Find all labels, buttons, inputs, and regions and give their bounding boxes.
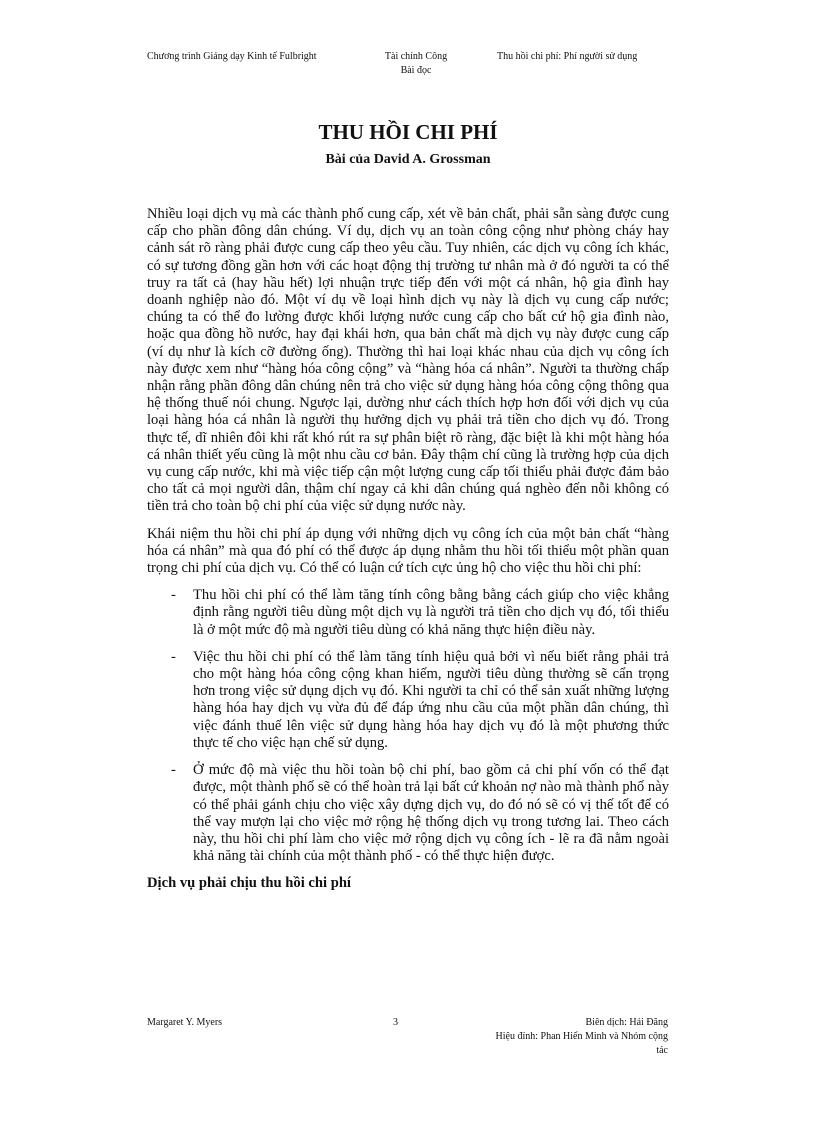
list-item xyxy=(147,649,669,752)
bullet-list xyxy=(147,587,669,865)
footer-credits xyxy=(480,1016,668,1058)
document-body xyxy=(147,206,669,893)
bullet-marker: - xyxy=(171,762,176,779)
header-center xyxy=(361,50,471,78)
footer-author: Margaret Y. Myers xyxy=(147,1017,223,1028)
paragraph: Nhiều loại dịch vụ mà các thành phố cung cấp, xét về bản chất, phải sẵn sàng được cung cấp cho phần đông dân chúng. Ví dụ, dịch vụ an toàn công cộng như phòng cháy hay cảnh sát rõ ràng phải được cung cấp theo yêu cầu. Tuy nhiên, các dịch vụ công ích khác, có sự tương đồng gần hơn với các hoạt động thị trường tư nhân mà ở đó người ta có thể truy ra tất cả (hay hầu hết) lợi nhuận trực tiếp đến với một cá nhân, hộ gia đình hay doanh nghiệp nào đó. Một ví dụ về loại hình dịch vụ này là dịch vụ cung cấp nước; chúng ta có thể đo lường được khối lượng nước cung cấp cho bất cứ hộ gia đình nào, hoặc qua đồng hồ nước, hay đại khái hơn, qua bản chất mà dịch vụ này được cung cấp (ví dụ như là kích cỡ đường ống). Thường thì hai loại khác nhau của dịch vụ công ích này được xem như “hàng hóa công cộng” và “hàng hóa cá nhân”. Người ta thường chấp nhận rằng phần đông dân chúng nên trả cho việc sử dụng hàng hóa công cộng thông qua hệ thống thuế nói chung. Ngược lại, dường như cách thích hợp hơn đối với dịch vụ của loại hàng hóa cá nhân là người thụ hưởng dịch vụ phải trả tiền cho dịch vụ đó. Trong thực tế, dĩ nhiên đôi khi rất khó rút ra sự phân biệt rõ ràng, đặc biệt là khi một hàng hóa cá nhân thiết yếu cũng là một nhu cầu cơ bản. Đây thậm chí cũng là trường hợp của dịch vụ cung cấp nước, khi mà việc tiếp cận một lượng cung cấp tối thiểu phải được đảm bảo cho tất cả mọi người dân, thậm chí ngay cả khi dân chúng quá nghèo đến nỗi không có tiền trả cho toàn bộ chi phí của việc sử dụng nước này. xyxy=(147,206,669,515)
header-right: Thu hồi chi phí: Phí người sử dụng xyxy=(497,51,638,62)
page-title: THU HỒI CHI PHÍ xyxy=(318,120,498,144)
list-item-text: Việc thu hồi chi phí có thể làm tăng tính hiệu quả bởi vì nếu biết rằng phải trả cho một hàng hóa công cộng khan hiếm, người tiêu dùng thường sẽ cẩn trọng hơn trong việc sử dụng dịch vụ đó. Khi người ta chỉ có thể sản xuất những lượng hàng hóa hay dịch vụ vừa đủ để đáp ứng nhu cầu của một phần dân chúng, thì việc đánh thuế lên việc sử dụng hàng hóa hay dịch vụ đó là một phương thức thực tế cho việc hạn chế sử dụng. xyxy=(193,648,669,751)
section-heading: Dịch vụ phải chịu thu hồi chi phí xyxy=(147,875,351,892)
list-item xyxy=(147,587,669,639)
footer-translator: Biên dịch: Hải Đăng xyxy=(585,1017,668,1028)
list-item-text: Ở mức độ mà việc thu hồi toàn bộ chi phí, bao gồm cả chi phí vốn có thể đạt được, một thành phố sẽ có thể hoàn trả lại bất cứ khoản nợ nào mà thành phố này có thể phải gánh chịu cho việc xây dựng dịch vụ, do đó nó sẽ có vị thế tốt để có thể vay mượn lại cho việc mở rộng hệ thống dịch vụ trong tương lai. Theo cách này, thu hồi chi phí làm cho việc mở rộng dịch vụ công ích - lẽ ra đã nằm ngoài khả năng tài chính của một thành phố - có thể thực hiện được. xyxy=(193,762,669,865)
list-item xyxy=(147,762,669,865)
footer-page-number: 3 xyxy=(393,1017,398,1028)
header-center-line1: Tài chính Công xyxy=(384,51,448,62)
footer-editor: Hiệu đính: Phan Hiển Minh và Nhóm cộng xyxy=(495,1031,668,1042)
header-left: Chương trình Giảng dạy Kinh tế Fulbright xyxy=(147,51,317,62)
page-subtitle: Bài của David A. Grossman xyxy=(325,152,491,167)
bullet-marker: - xyxy=(171,587,176,604)
footer-editor-cont: tác xyxy=(656,1045,668,1056)
bullet-marker: - xyxy=(171,648,176,665)
paragraph: Khái niệm thu hồi chi phí áp dụng với những dịch vụ công ích của một bản chất “hàng hóa cá nhân” mà qua đó phí có thể được áp dụng nhằm thu hồi tối thiểu một phần quan trọng chi phí của dịch vụ. Có thể có luận cứ tích cực ủng hộ cho việc thu hồi chi phí: xyxy=(147,525,669,577)
list-item-text: Thu hồi chi phí có thể làm tăng tính công bằng bằng cách giúp cho việc khẳng định rằng người tiêu dùng một dịch vụ là người trả tiền cho dịch vụ đó, tối thiểu là ở một mức độ mà người tiêu dùng có khả năng thực hiện điều này. xyxy=(193,587,669,638)
header-center-line2: Bài đọc xyxy=(400,65,432,76)
